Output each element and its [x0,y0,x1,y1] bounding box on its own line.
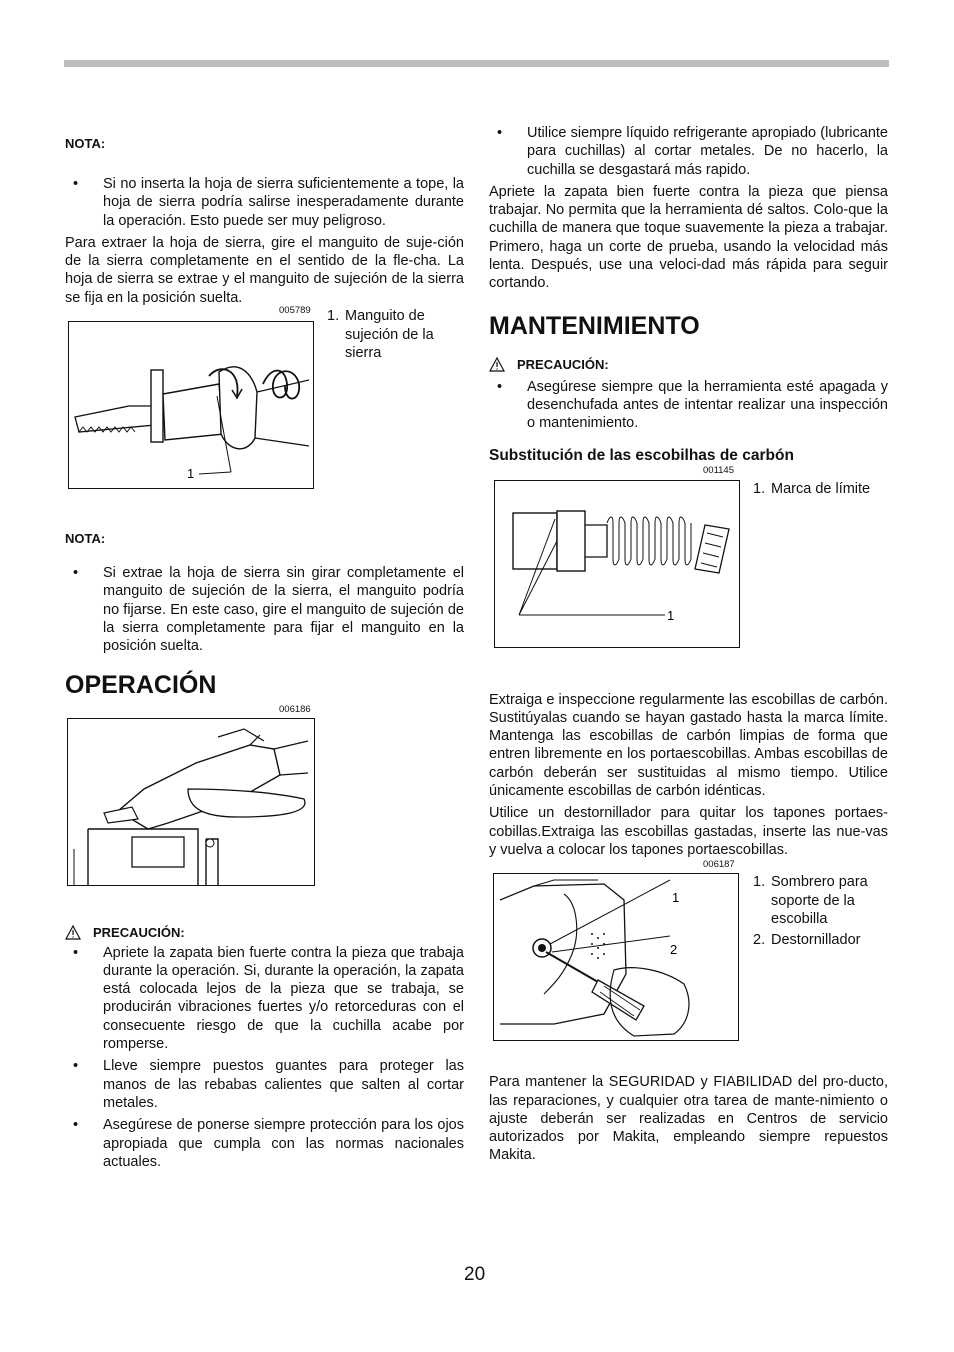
section-heading-operacion: OPERACIÓN [65,670,217,699]
nota-list [65,175,464,230]
caution-list [489,378,888,433]
figure-callout: 1 [667,607,675,623]
figure-code: 005789 [279,305,311,317]
warning-triangle-icon [65,925,81,940]
figure-code: 001145 [703,464,734,476]
list-item: • Si no inserta la hoja de sierra suficientemente a tope, la hoja de sierra podría salirse inesperadamente durante la operación. Esto puede ser muy peligroso. [65,175,464,230]
coolant-list [489,124,888,179]
right-column [489,124,888,1165]
list-item: • Asegúrese de ponerse siempre protección para los ojos apropiada que cumpla con las normas nacionales actuales. [65,1116,464,1171]
page-number: 20 [464,1264,486,1285]
cutting-operation-illustration [67,718,315,886]
section-heading-mantenimiento: MANTENIMIENTO [489,311,700,340]
screwdriver-illustration [493,873,739,1041]
figure-operacion [65,700,464,925]
left-column [65,136,464,1175]
figure-caption: 1. Sombrero para soporte de la escobilla 2. Destornillador [753,874,868,948]
paragraph-seguridad: Para mantener la SEGURIDAD y FIABILIDAD del pro-ducto, las reparaciones, y cualquier otra tarea de mante-nimiento o ajuste deberán ser realizadas en Centros de servicio autorizados por Makita, empleando siempre repuestos Makita. [489,1074,888,1164]
caution-list [65,944,464,1172]
list-item: • Lleve siempre puestos guantes para proteger las manos de las rebabas calientes que salten al cortar metales. [65,1057,464,1112]
caution-label: PRECAUCIÓN: [489,357,888,372]
paragraph-apriete: Apriete la zapata bien fuerte contra la pieza que piensa trabajar. No permita que la herramienta dé saltos. Colo-que la cuchilla de manera que toque suavemente la pieza a trabajar. Primero, haga un corte de prueba, usando la velocidad más lenta. Después, use una veloci-dad más rápida para seguir cortando. [489,183,888,292]
figure-manguito [65,307,464,507]
nota-label: NOTA: [65,136,106,151]
paragraph-extraer: Para extraer la hoja de sierra, gire el manguito de suje-ción de la sierra completamente en el sentido de la fle-cha. La hoja de sierra se extrae y el manguito de sujeción de la sierra se fija en la posición suelta. [65,234,464,306]
figure-caption: 1. Manguito de sujeción de la sierra [327,308,434,362]
figure-callout-2: 2 [670,942,678,958]
list-item: • Apriete la zapata bien fuerte contra la pieza que trabaja durante la operación. Si, durante la operación, la zapata está colocada lejos de la pieza que se trabaja, se producirán vibraciones fuertes y/o retorceduras con el consecuente riesgo de que la cuchilla acabe por romperse. [65,944,464,1054]
figure-callout-1: 1 [672,890,680,906]
subheading-escobillas: Substitución de las escobilhas de carbón [489,446,794,464]
caution-label: PRECAUCIÓN: [65,925,464,940]
saw-blade-illustration [68,321,314,489]
header-rule [64,60,889,67]
nota-label: NOTA: [65,531,106,547]
nota-list [65,564,464,655]
carbon-brush-illustration [494,480,740,648]
figure-marca-limite [489,465,888,691]
list-item: • Asegúrese siempre que la herramienta esté apagada y desenchufada antes de intentar realizar una inspección o mantenimiento. [489,378,888,433]
paragraph-extraiga: Extraiga e inspeccione regularmente las escobillas de carbón. Sustitúyalas cuando se hayan gastado hasta la marca límite. Mantenga las escobillas de carbón limpias de forma que entren libremente en los portaescobillas. Ambas escobillas de carbón deberán ser sustituidas al mismo tiempo. Utilice únicamente escobillas de carbón idénticas. [489,691,888,800]
figure-code: 006187 [703,859,735,871]
list-item: • Utilice siempre líquido refrigerante apropiado (lubricante para cuchillas) al cortar metales. De no hacerlo, la cuchilla se desgastará más rapido. [489,124,888,179]
warning-triangle-icon [489,357,505,372]
figure-destornillador [489,859,888,1073]
figure-caption: 1. Marca de límite [753,480,871,497]
figure-callout: 1 [187,466,195,482]
figure-code: 006186 [279,703,311,715]
list-item: • Si extrae la hoja de sierra sin girar completamente el manguito de sujeción de la sierra, el manguito podría no fijarse. En este caso, gire el manguito de sujeción de la sierra completamente para fijar el manguito en la posición suelta. [65,564,464,655]
paragraph-utilice: Utilice un destornillador para quitar los tapones portaes-cobillas.Extraiga las escobillas gastadas, inserte las nue-vas y vuelva a colocar los tapones portaescobillas. [489,805,888,858]
